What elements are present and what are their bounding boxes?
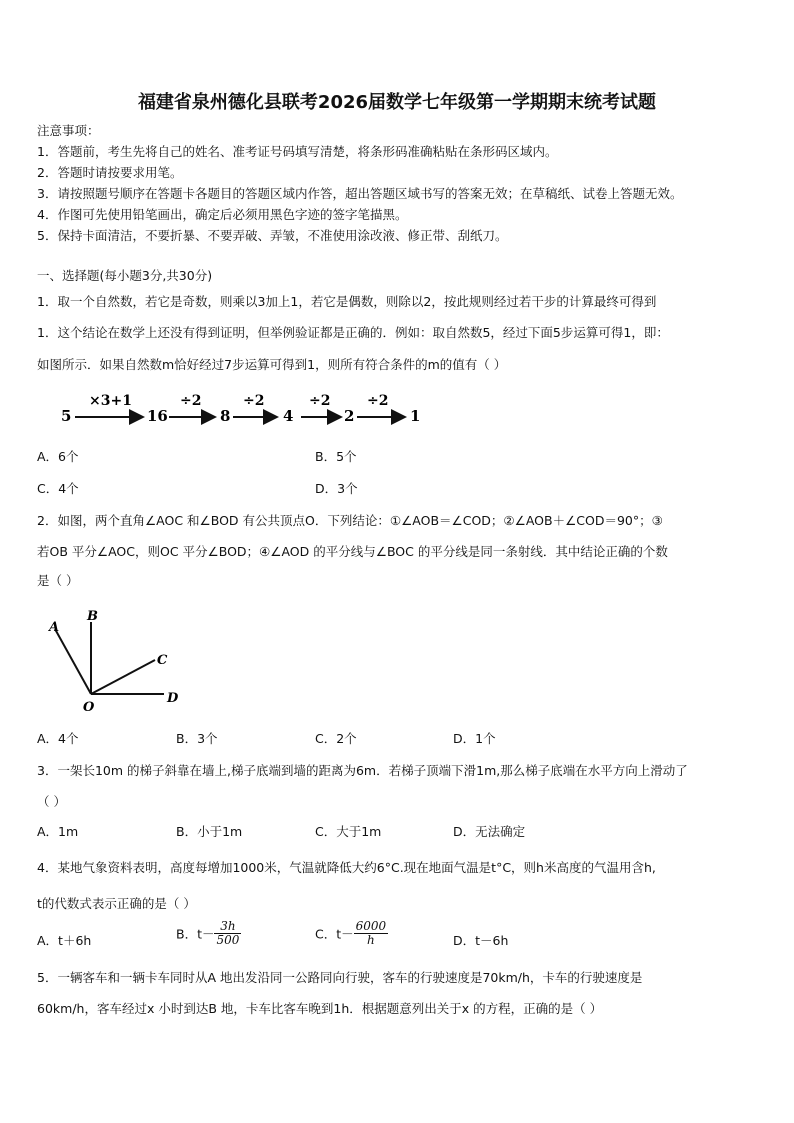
q4-option-b-prefix: B．t－ — [176, 926, 215, 942]
chain-op-4: ÷2 — [367, 393, 389, 409]
q1-option-c: C．4个 — [37, 481, 79, 496]
chain-op-3: ÷2 — [309, 393, 331, 409]
q3-line-1: 3．一架长10m 的梯子斜靠在墙上,梯子底端到墙的距离为6m．若梯子顶端下滑1m,那么梯子底端在水平方向上滑动了 — [37, 763, 688, 778]
q2-line-2: 若OB 平分∠AOC，则OC 平分∠BOD；④∠AOD 的平分线与∠BOC 的平分线是同一条射线．其中结论正确的个数 — [37, 544, 668, 559]
q4-line-1: 4．某地气象资料表明，高度每增加1000米，气温就降低大约6°C.现在地面气温是t°C，则h米高度的气温用含h, — [37, 860, 656, 875]
section-heading: 一、选择题(每小题3分,共30分) — [37, 268, 213, 283]
q4-line-2: t的代数式表示正确的是（ ） — [37, 896, 196, 911]
notice-item-3: 3．请按照题号顺序在答题卡各题目的答题区域内作答，超出答题区域书写的答案无效；在草稿纸、试卷上答题无效。 — [37, 186, 683, 201]
chain-value-5: 1 — [410, 407, 421, 425]
chain-op-1: ÷2 — [180, 393, 202, 409]
q5-line-1: 5．一辆客车和一辆卡车同时从A 地出发沿同一公路同向行驶，客车的行驶速度是70km/h，卡车的行驶速度是 — [37, 970, 643, 985]
q1-operation-chain-figure — [55, 388, 435, 432]
chain-value-2: 8 — [220, 407, 231, 425]
q4-option-c-numerator: 6000 — [355, 919, 387, 933]
q3-option-c: C．大于1m — [315, 824, 382, 839]
q4-option-b — [176, 920, 241, 947]
q1-line-2: 1．这个结论在数学上还没有得到证明，但举例验证都是正确的．例如：取自然数5，经过下面5步运算可得1，即： — [37, 325, 669, 340]
figure-line — [55, 629, 91, 694]
q5-line-2: 60km/h，客车经过x 小时到达B 地，卡车比客车晚到1h．根据题意列出关于x 的方程，正确的是（ ） — [37, 1001, 603, 1016]
q1-option-a: A．6个 — [37, 449, 79, 464]
page-title: 福建省泉州德化县联考2026届数学七年级第一学期期末统考试题 — [137, 92, 657, 113]
q2-option-b: B．3个 — [176, 731, 218, 746]
figure-label-d: D — [167, 691, 179, 706]
q4-option-c — [315, 920, 388, 947]
notice-item-4: 4．作图可先使用铅笔画出，确定后必须用黑色字迹的签字笔描黑。 — [37, 207, 408, 222]
figure-label-a: A — [49, 620, 60, 635]
q2-option-a: A．4个 — [37, 731, 79, 746]
notice-item-5: 5．保持卡面清洁，不要折暴、不要弄破、弄皱，不准使用涂改液、修正带、刮纸刀。 — [37, 228, 508, 243]
q4-option-c-fraction — [354, 920, 389, 947]
chain-value-3: 4 — [283, 407, 294, 425]
q1-option-d: D．3个 — [315, 481, 358, 496]
q4-option-c-prefix: C．t－ — [315, 926, 354, 942]
chain-value-0: 5 — [61, 407, 72, 425]
notice-heading: 注意事项： — [37, 123, 100, 138]
q2-option-c: C．2个 — [315, 731, 357, 746]
q1-line-1: 1．取一个自然数，若它是奇数，则乘以3加上1，若它是偶数，则除以2，按此规则经过若干步的计算最终可得到 — [37, 294, 657, 309]
q2-line-3: 是（ ） — [37, 573, 79, 588]
chain-op-2: ÷2 — [243, 393, 265, 409]
figure-label-b: B — [87, 609, 98, 624]
notice-item-1: 1．答题前，考生先将自己的姓名、准考证号码填写清楚，将条形码准确粘贴在条形码区域内。 — [37, 144, 558, 159]
q4-option-d: D．t－6h — [453, 933, 509, 948]
q2-angle-figure — [40, 602, 200, 717]
q1-option-b: B．5个 — [315, 449, 357, 464]
chain-op-0: ×3+1 — [89, 393, 132, 409]
q3-option-b: B．小于1m — [176, 824, 243, 839]
q4-option-c-denominator: h — [367, 933, 375, 947]
q1-line-3: 如图所示．如果自然数m恰好经过7步运算可得到1，则所有符合条件的m的值有（ ） — [37, 357, 507, 372]
q2-option-d: D．1个 — [453, 731, 496, 746]
notice-item-2: 2．答题时请按要求用笔。 — [37, 165, 183, 180]
q4-option-b-fraction — [214, 920, 241, 947]
q4-option-b-denominator: 500 — [216, 933, 240, 947]
figure-label-o: O — [83, 700, 95, 715]
q3-option-d: D．无法确定 — [453, 824, 526, 839]
chain-value-4: 2 — [344, 407, 355, 425]
q2-line-1: 2．如图，两个直角∠AOC 和∠BOD 有公共顶点O．下列结论：①∠AOB＝∠COD；②∠AOB＋∠COD＝90°；③ — [37, 513, 663, 528]
q4-option-b-numerator: 3h — [214, 920, 241, 934]
q3-option-a: A．1m — [37, 824, 79, 839]
figure-line — [91, 660, 155, 694]
figure-label-c: C — [157, 653, 168, 668]
chain-value-1: 16 — [147, 407, 168, 425]
q4-option-a: A．t＋6h — [37, 933, 92, 948]
q3-line-2: （ ） — [37, 794, 66, 809]
